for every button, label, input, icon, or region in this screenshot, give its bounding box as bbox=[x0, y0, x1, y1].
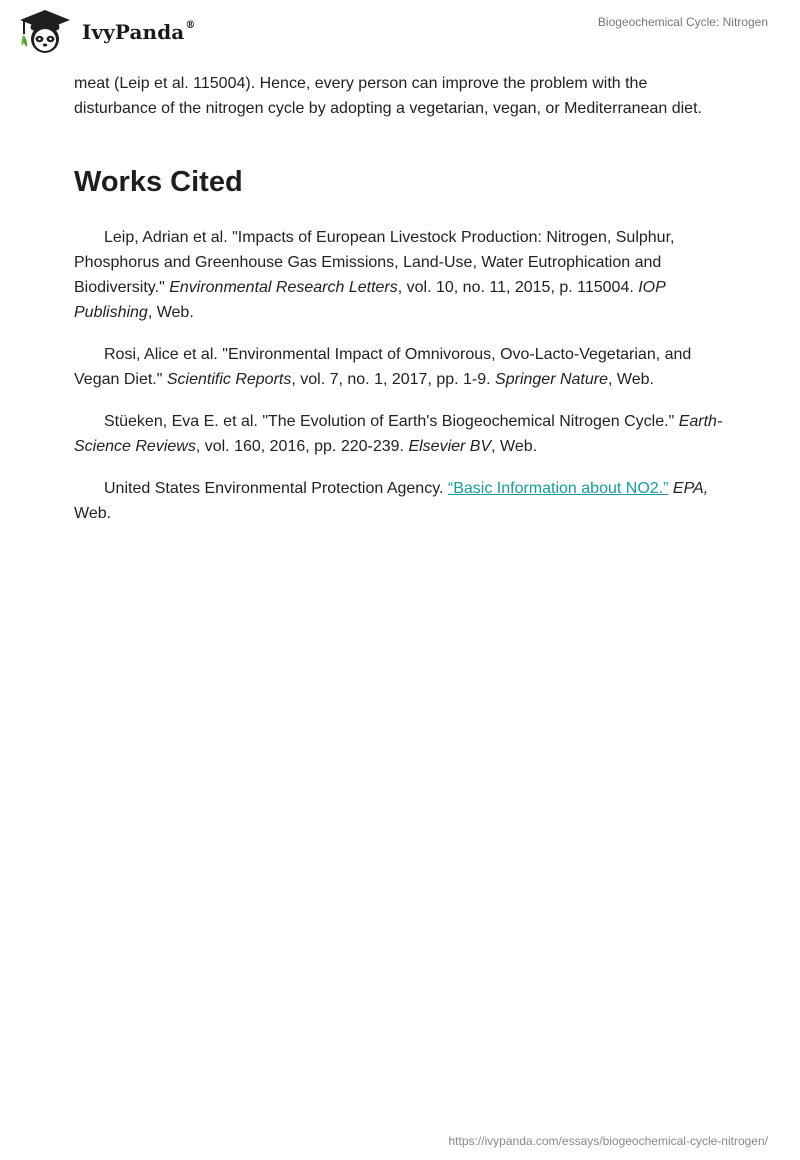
source-url[interactable]: https://ivypanda.com/essays/biogeochemical-cycle-nitrogen/ bbox=[448, 1134, 768, 1148]
running-title: Biogeochemical Cycle: Nitrogen bbox=[597, 15, 768, 29]
works-cited-list bbox=[74, 225, 730, 543]
epa-no2-link[interactable]: “Basic Information about NO2.” bbox=[447, 480, 669, 497]
body-paragraph: meat (Leip et al. 115004). Hence, every person can improve the problem with the disturbance of the nitrogen cycle by adopting a vegetarian, vegan, or Mediterranean diet. bbox=[74, 75, 702, 117]
ivypanda-logo[interactable] bbox=[14, 6, 195, 56]
citation-epa: United States Environmental Protection Agency. “Basic Information about NO2.” EPA, Web. bbox=[74, 480, 709, 522]
citation-leip: Leip, Adrian et al. "Impacts of European Livestock Production: Nitrogen, Sulphur, Phosphorus and Greenhouse Gas Emissions, Land-Use, Water Eutrophication and Biodiversity." Environmental Research Letters, vol. 10, no. 11, 2015, p. 115004. IOP Publishing, Web. bbox=[74, 229, 675, 321]
citation-stueken: Stüeken, Eva E. et al. "The Evolution of Earth's Biogeochemical Nitrogen Cycle." Earth-Science Reviews, vol. 160, 2016, pp. 220-239. Elsevier BV, Web. bbox=[74, 413, 723, 455]
works-cited-heading: Works Cited bbox=[74, 166, 243, 198]
essay-body bbox=[74, 71, 730, 121]
brand-name: IvyPanda® bbox=[82, 20, 196, 44]
citation-rosi: Rosi, Alice et al. "Environmental Impact of Omnivorous, Ovo-Lacto-Vegetarian, and Vegan Diet." Scientific Reports, vol. 7, no. 1, 2017, pp. 1-9. Springer Nature, Web. bbox=[74, 346, 692, 388]
panda-graduate-icon bbox=[14, 6, 76, 56]
page-header bbox=[0, 0, 800, 64]
